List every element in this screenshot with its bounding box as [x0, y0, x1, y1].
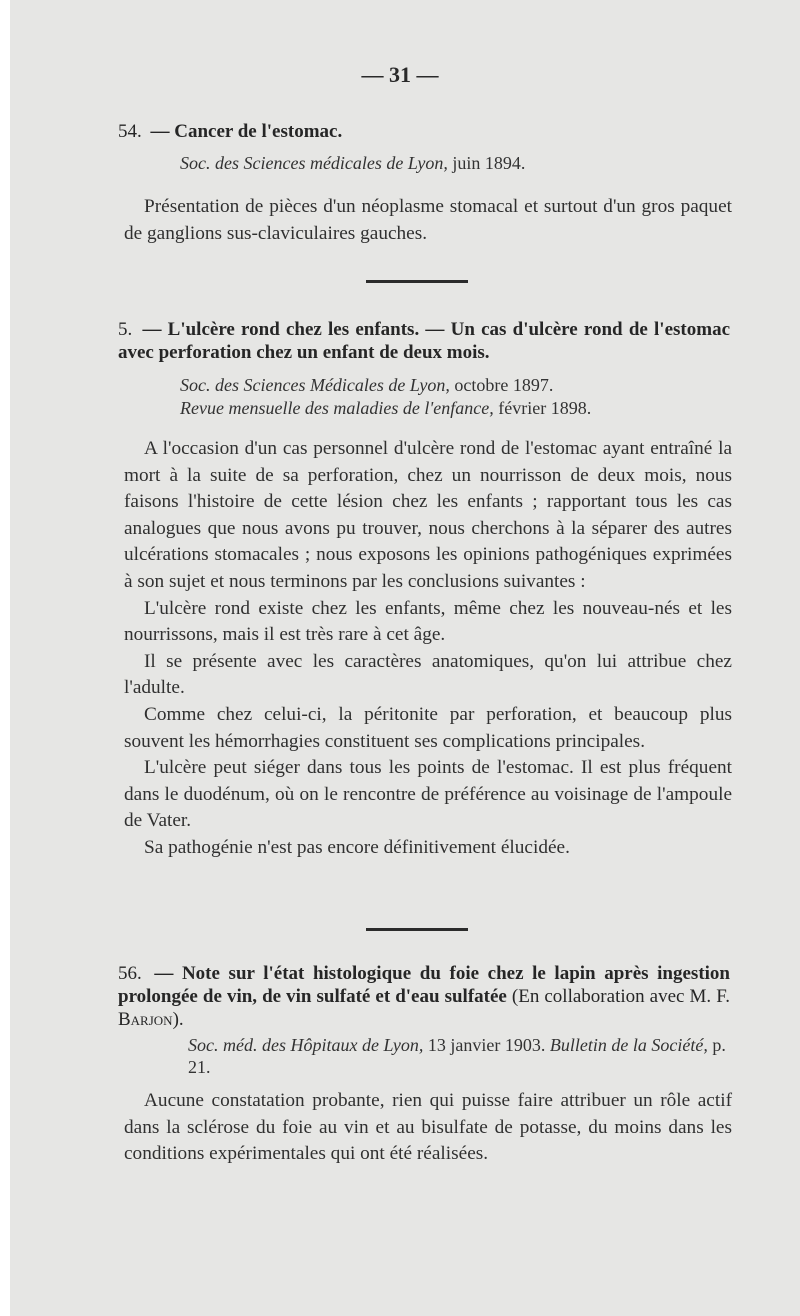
paragraph: Il se présente avec les caractères anatomiques, qu'on lui attribue chez l'adulte. [124, 650, 732, 699]
paragraph: Sa pathogénie n'est pas encore définitivement élucidée. [144, 836, 570, 858]
entry-56-reference: Soc. méd. des Hôpitaux de Lyon, 13 janvier 1903. Bulletin de la Société, p. 21. [188, 1035, 726, 1077]
entry-54-reference: Soc. des Sciences médicales de Lyon, juin 1894. [180, 153, 526, 173]
collaborator-name: Barjon [118, 1009, 173, 1030]
paragraph: Comme chez celui-ci, la péritonite par perforation, et beaucoup plus souvent les hémorrhagies constituent ses complications principales. [124, 703, 732, 752]
entry-55-reference-2: Revue mensuelle des maladies de l'enfance, février 1898. [180, 398, 592, 418]
paragraph: L'ulcère rond existe chez les enfants, même chez les nouveau-nés et les nourrissons, mais il est très rare à cet âge. [124, 597, 732, 646]
entry-54-heading [118, 120, 730, 143]
entry-title: — Note sur l'état histologique du foie chez le lapin après ingestion prolongée de vin, de vin sulfaté et d'eau sulfatée [118, 963, 731, 1007]
entry-55-body [124, 436, 732, 862]
section-divider [366, 928, 468, 931]
entry-56-heading: 56. — Note sur l'état histologique du foie chez le lapin après ingestion prolongée de vin, de vin sulfaté et d'eau sulfatée (En collaboration avec M. F. Barjon). [118, 963, 731, 1030]
page-number: — 31 — [361, 62, 439, 87]
entry-title: — Cancer de l'estomac. [150, 121, 343, 142]
entry-55-heading [118, 318, 730, 364]
entry-number: 5. [118, 319, 133, 340]
paragraph: L'ulcère peut siéger dans tous les points de l'estomac. Il est plus fréquent dans le duodénum, où on le rencontre de préférence au voisinage de l'ampoule de Vater. [124, 757, 732, 832]
entry-55-reference-1: Soc. des Sciences Médicales de Lyon, octobre 1897. [180, 375, 554, 395]
paragraph: Aucune constatation probante, rien qui puisse faire attribuer un rôle actif dans la sclérose du foie au vin et au bisulfate de potasse, du moins dans les conditions expérimentales qui ont été réalisées. [124, 1090, 732, 1165]
entry-54-body [124, 194, 732, 247]
entry-number: 54. [118, 121, 142, 142]
entry-56-body [124, 1088, 732, 1168]
paragraph: A l'occasion d'un cas personnel d'ulcère rond de l'estomac ayant entraîné la mort à la suite de sa perforation, chez un nourrisson de deux mois, nous faisons l'histoire de cette lésion chez les enfants ; rapportant tous les cas analogues que nous avons pu trouver, nous cherchons à la séparer des autres ulcérations stomacales ; nous exposons les opinions pathogéniques exprimées à son sujet et nous terminons par les conclusions suivantes : [124, 438, 732, 592]
entry-title: — L'ulcère rond chez les enfants. — Un cas d'ulcère rond de l'estomac avec perforation chez un enfant de deux mois. [118, 319, 731, 363]
paragraph: Présentation de pièces d'un néoplasme stomacal et surtout d'un gros paquet de ganglions sus-claviculaires gauches. [124, 196, 732, 244]
entry-number: 56. [118, 963, 142, 984]
section-divider [366, 280, 468, 283]
